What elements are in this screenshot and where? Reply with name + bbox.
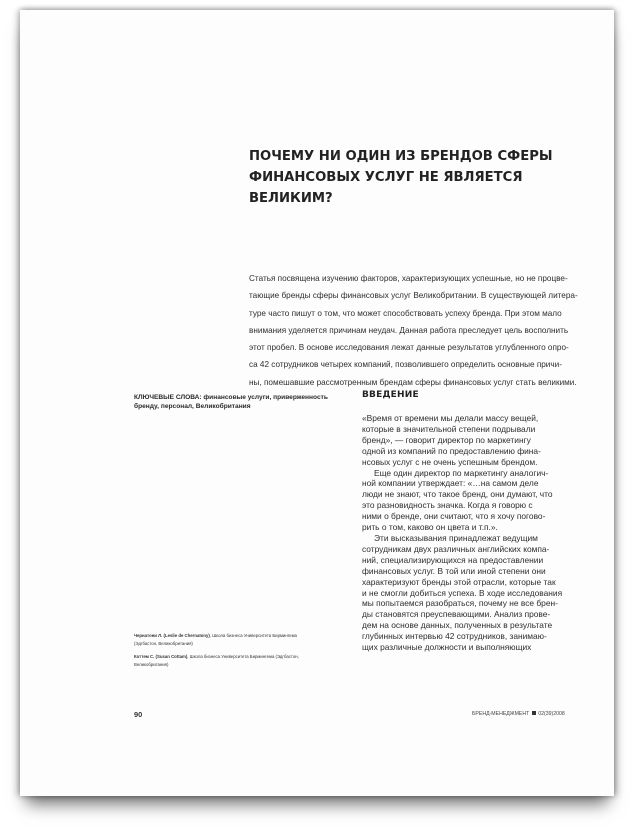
body-line: Эти высказывания принадлежат ведущим [374, 532, 538, 543]
body-line: ной компании утверждает: «…на самом деле [362, 478, 539, 489]
journal-page [20, 10, 614, 796]
body-line: финансовых услуг. В той или иной степени они [362, 565, 546, 576]
journal-name: БРЕНД-МЕНЕДЖМЕНТ [472, 711, 530, 717]
keywords-block [134, 393, 344, 412]
keywords-line: бренду, персонал, Великобритания [134, 403, 251, 411]
square-separator-icon [532, 711, 536, 715]
abstract-line: са 42 сотрудников четырех компаний, позволившего определить основные причи- [249, 360, 562, 370]
abstract-line: тающие бренды сферы финансовых услуг Великобритании. В существующей литера- [249, 291, 578, 301]
author-name: Чернатони Л. (Leslie de Chernatony) [134, 633, 210, 638]
author-line [134, 632, 346, 640]
author-affiliations [134, 632, 346, 674]
author-name: Коттем С. (Susan Cottam) [134, 654, 188, 659]
body-line: одной из компаний по предоставлению фина- [362, 445, 541, 456]
abstract-line: внимания уделяется причинам неудач. Данная работа преследует цель восполнить [249, 325, 569, 335]
body-line: щих различные должности и выполняющих [362, 642, 532, 653]
author-entry [134, 653, 346, 669]
body-line: глубинных интервью 42 сотрудников, занимаю- [362, 631, 547, 642]
author-entry [134, 632, 346, 648]
author-affiliation: , Школа бизнеса Университета Бирмингема [209, 633, 297, 638]
section-heading-introduction: ВВЕДЕНИЕ [362, 390, 419, 400]
body-line: дем на основе данных, полученных в результате [362, 620, 553, 631]
body-line: нсовых услуг с не очень успешным брендом. [362, 456, 538, 467]
body-line: «Время от времени мы делали массу вещей, [362, 413, 539, 423]
body-line: это разновидность значка. Когда я говорю с [362, 500, 533, 511]
body-line: бренд», — говорит директор по маркетингу [362, 434, 531, 445]
body-line: характеризуют бренды этой отрасли, которые так [362, 576, 556, 587]
abstract-line: этот пробел. В основе исследования лежат данные результатов углубленного опро- [249, 343, 569, 353]
abstract-line: ны, помешавшие рассмотренным брендам сферы финансовых услуг стать великими. [249, 377, 577, 387]
abstract-line: Статья посвящена изучению факторов, характеризующих успешные, но не процве- [249, 274, 568, 283]
keywords-line: КЛЮЧЕВЫЕ СЛОВА: финансовые услуги, приверженность [134, 394, 328, 401]
article-title: ПОЧЕМУ НИ ОДИН ИЗ БРЕНДОВ СФЕРЫ ФИНАНСОВЫХ УСЛУГ НЕ ЯВЛЯЕТСЯ ВЕЛИКИМ? [249, 149, 553, 206]
body-line: люди не знают, что такое бренд, они думают, что [362, 489, 553, 500]
introduction-text [362, 413, 580, 653]
body-line: и не смогли добиться успеха. В ходе исследования [362, 587, 563, 598]
page-number: 90 [134, 710, 143, 719]
body-line: которые в значительной степени подрывали [362, 423, 536, 434]
body-line: ними о бренде, они считают, что я хочу погово- [362, 511, 546, 522]
article-abstract [249, 270, 576, 391]
abstract-line: туре часто пишут о том, что может способствовать успеху бренда. При этом мало [249, 308, 562, 318]
body-line: сотрудникам двух различных английских компа- [362, 543, 550, 554]
body-line: ды становятся преуспевающими. Анализ прове- [362, 609, 551, 620]
author-affiliation: , Школа бизнеса Университета Бирмингема (Эдгбастон, [187, 654, 299, 659]
author-line [134, 653, 346, 661]
body-line: ний, специализирующихся на предоставлении [362, 554, 544, 565]
body-line: рить о том, каково он цвета и т.п.». [362, 522, 498, 533]
body-line: мы попытаемся разобраться, почему не все брен- [362, 598, 558, 609]
issue-number: 02(39)2008 [538, 711, 565, 717]
running-footer [472, 711, 565, 717]
author-affiliation-cont: Великобритания) [134, 662, 169, 667]
author-affiliation-cont: (Эдгбастон, Великобритания) [134, 641, 193, 646]
body-line: Еще один директор по маркетингу аналогич- [374, 467, 549, 478]
